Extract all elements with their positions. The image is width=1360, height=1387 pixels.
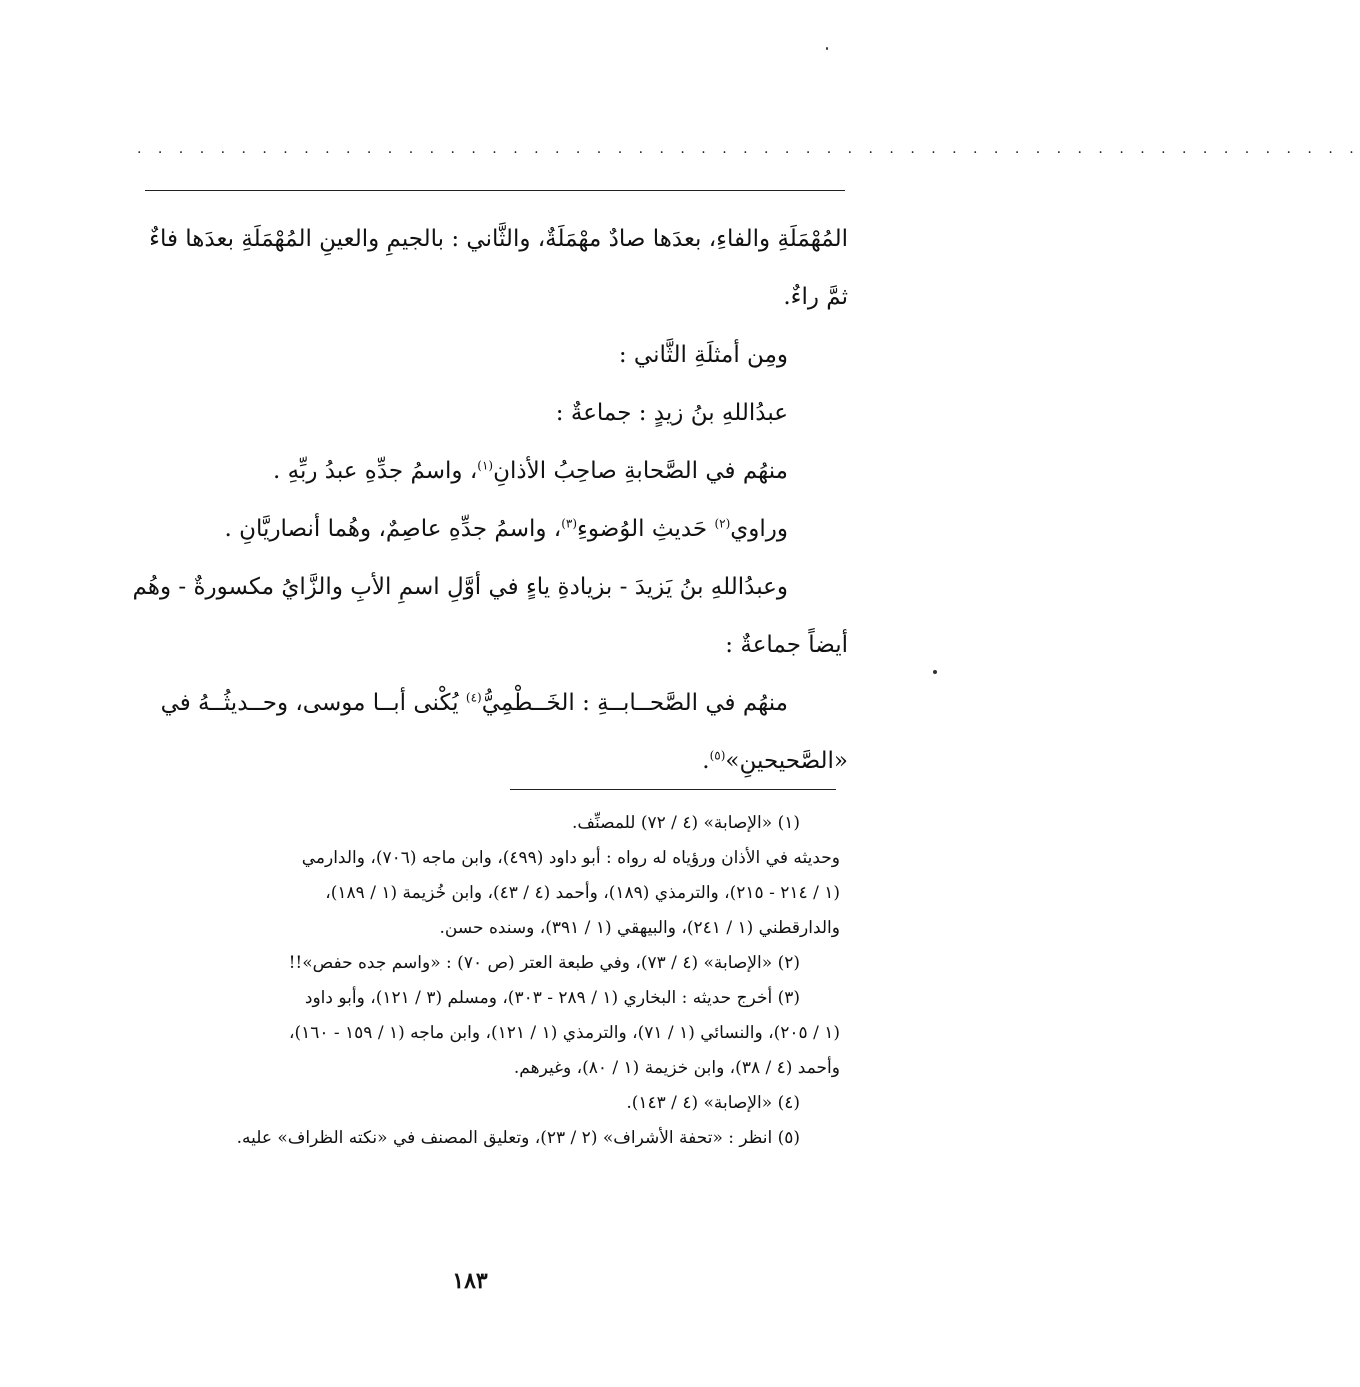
footnote-separator xyxy=(510,789,836,790)
footnote-ref-3[interactable]: (٣) xyxy=(561,516,578,531)
footnote-3-cont-2: وأحمد (٤ / ٣٨)، وابن خزيمة (١ / ٨٠)، وغيرهم. xyxy=(513,1058,840,1078)
footnote-3-cont-1: (١ / ٢٠٥)، والنسائي (١ / ٧١)، والترمذي (١ / ١٢١)، وابن ماجه (١ / ١٥٩ - ١٦٠)، xyxy=(288,1023,840,1043)
text-line-1: المُهْمَلَةِ والفاءِ، بعدَها صادٌ مهْمَلَةٌ، والثَّاني : بالجيمِ والعينِ المُهْمَلَةِ بعدَها فاءٌ xyxy=(149,226,848,252)
header-rule xyxy=(145,190,845,191)
text-line-2: ثمَّ راءٌ. xyxy=(783,284,848,310)
footnote-2: (٢) «الإصابة» (٤ / ٧٣)، وفي طبعة العتر (ص ٧٠) : «واسم جده حفص»!! xyxy=(288,953,800,973)
text-line-6-tail: ، واسمُ جدِّهِ عاصِمٌ، وهُما أنصاريَّانِ . xyxy=(224,516,562,542)
header-dot-leader: . . . . . . . . . . . . . . . . . . . . . . . . . . . . . . . . . . . . . . . . . . . . . . . . . . . . . . . . . . . xyxy=(137,141,1360,157)
scan-mark-dot xyxy=(933,670,937,674)
text-line-8: أيضاً جماعةٌ : xyxy=(725,632,848,658)
text-line-9-tail: يُكْنى أبــا موسى، وحــديثُــهُ في xyxy=(160,690,459,716)
main-text xyxy=(132,210,848,790)
footnote-1: (١) «الإصابة» (٤ / ٧٢) للمصنِّف. xyxy=(571,813,800,833)
text-line-5-tail: ، واسمُ جدِّهِ عبدُ ربِّهِ . xyxy=(272,458,478,484)
text-line-9 xyxy=(140,674,848,732)
text-line-5-head: منهُم في الصَّحابةِ صاحِبُ الأذانِ xyxy=(493,458,788,484)
text-line-6-head: وراوي xyxy=(730,516,788,542)
text-line-10 xyxy=(140,732,848,790)
text-line-10-head: «الصَّحيحينِ» xyxy=(725,748,848,774)
text-line-10-tail: . xyxy=(702,748,710,774)
footnotes-section xyxy=(118,806,840,1156)
text-line-9-head: منهُم في الصَّحــابــةِ : الخَــطْمِيُّ xyxy=(481,690,788,716)
footnote-ref-1[interactable]: (١) xyxy=(477,458,494,473)
footnote-5: (٥) انظر : «تحفة الأشراف» (٢ / ٢٣)، وتعليق المصنف في «نكته الظراف» عليه. xyxy=(236,1128,800,1148)
footnote-ref-5[interactable]: (٥) xyxy=(709,748,726,763)
text-line-6 xyxy=(140,500,848,558)
footnote-4: (٤) «الإصابة» (٤ / ١٤٣). xyxy=(626,1093,800,1113)
footnote-ref-4[interactable]: (٤) xyxy=(465,690,482,705)
text-line-6-mid: حَديثِ الوُضوءِ xyxy=(577,516,708,542)
text-line-4: عبدُاللهِ بنُ زيدٍ : جماعةٌ : xyxy=(555,400,788,426)
text-line-3: ومِن أمثلَةِ الثَّاني : xyxy=(618,342,788,368)
scan-mark-dot xyxy=(826,47,828,50)
footnote-1-cont-3: والدارقطني (١ / ٢٤١)، والبيهقي (١ / ٣٩١)، وسنده حسن. xyxy=(439,918,840,938)
footnote-1-cont-1: وحديثه في الأذان ورؤياه له رواه : أبو داود (٤٩٩)، وابن ماجه (٧٠٦)، والدارمي xyxy=(301,848,840,868)
text-line-5 xyxy=(140,442,848,500)
footnote-3: (٣) أخرج حديثه : البخاري (١ / ٢٨٩ - ٣٠٣)، ومسلم (٣ / ١٢١)، وأبو داود xyxy=(304,988,800,1008)
footnote-1-cont-2: (١ / ٢١٤ - ٢١٥)، والترمذي (١٨٩)، وأحمد (٤ / ٤٣)، وابن خُزيمة (١ / ١٨٩)، xyxy=(325,883,840,903)
footnote-ref-2[interactable]: (٢) xyxy=(714,516,731,531)
page-number: ١٨٣ xyxy=(452,1268,488,1294)
text-line-7: وعبدُاللهِ بنُ يَزيدَ - بزيادةِ ياءٍ في أوَّلِ اسمِ الأبِ والزَّايُ مكسورةٌ - وهُم xyxy=(132,574,788,600)
